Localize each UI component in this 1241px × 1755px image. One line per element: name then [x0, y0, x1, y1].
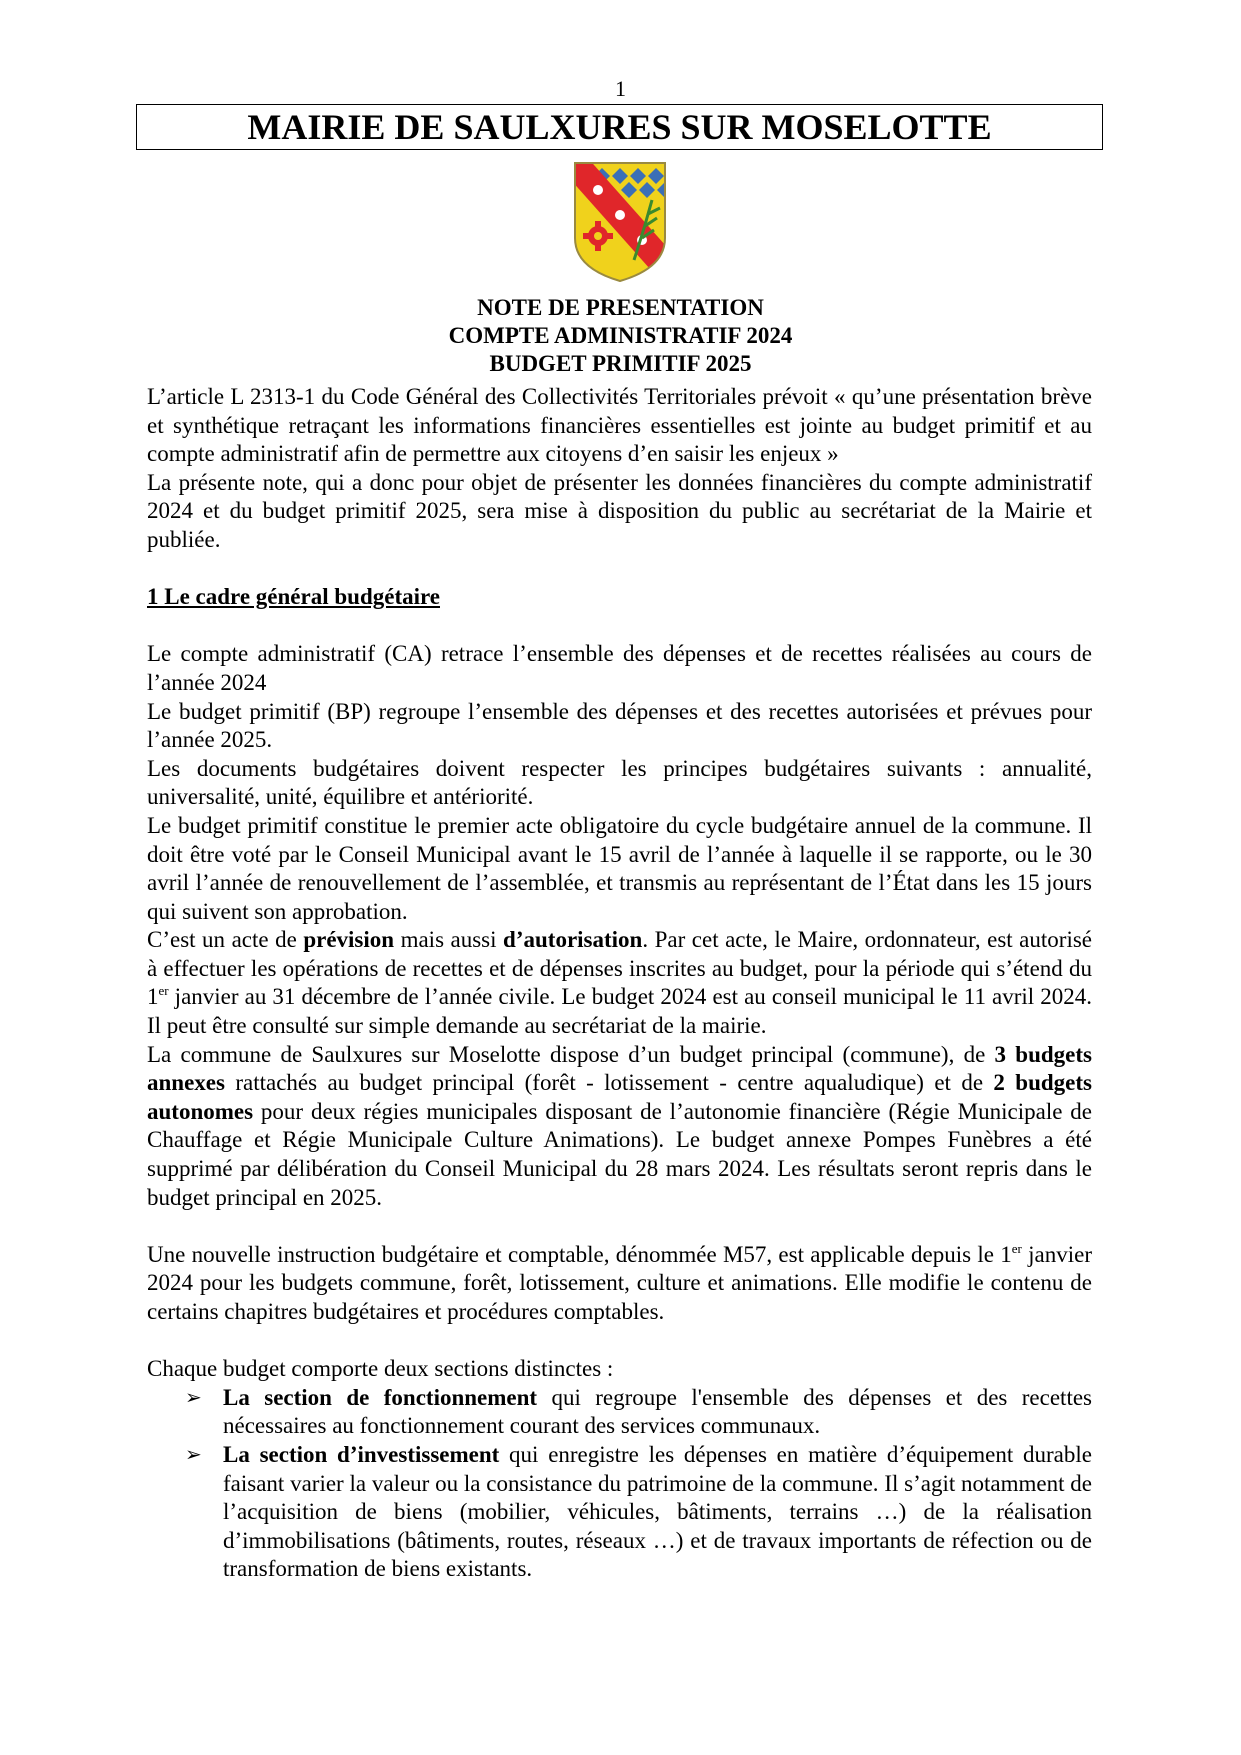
document-body: [147, 383, 1092, 1584]
paragraph-ca: Le compte administratif (CA) retrace l’ensemble des dépenses et de recettes réalisées au cours de l’année 2024: [147, 641, 1092, 695]
paragraph-sections: Chaque budget comporte deux sections distinctes :: [147, 1356, 614, 1382]
section-title: 1 Le cadre général budgétaire: [147, 584, 440, 610]
list-item: ➢ La section de fonctionnement qui regroupe l'ensemble des dépenses et des recettes nécessaires au fonctionnement courant des services communaux.: [185, 1384, 1092, 1439]
sections-list: [147, 1384, 1092, 1584]
heading-budget: BUDGET PRIMITIF 2025: [489, 351, 752, 376]
paragraph-principles: Les documents budgétaires doivent respecter les principes budgétaires suivants : annualité, universalité, unité, équilibre et antériorité.: [147, 755, 1092, 810]
coat-of-arms-icon: [572, 160, 668, 284]
paragraph-bp: Le budget primitif (BP) regroupe l’ensemble des dépenses et des recettes autorisées et prévues pour l’année 2025.: [147, 698, 1092, 753]
heading-compte: COMPTE ADMINISTRATIF 2024: [448, 323, 793, 348]
paragraph-budgets: La commune de Saulxures sur Moselotte dispose d’un budget principal (commune), de 3 budgets annexes rattachés au budget principal (forêt - lotissement - centre aqualudique) et de 2 budgets autonomes pour deux régies municipales disposant de l’autonomie financière (Régie Municipale de Chauffage et Régie Municipale Culture Animations). Le budget annexe Pompes Funèbres a été supprimé par délibération du Conseil Municipal du 28 mars 2024. Les résultats seront repris dans le budget principal en 2025.: [147, 1041, 1092, 1210]
arrow-bullet-icon: ➢: [185, 1443, 202, 1466]
intro-paragraph-1: L’article L 2313-1 du Code Général des Collectivités Territoriales prévoit « qu’une présentation brève et synthétique retraçant les informations financières essentielles est jointe au budget primitif et au compte administratif afin de permettre aux citoyens d’en saisir les enjeux »: [147, 384, 1092, 467]
page-title: MAIRIE DE SAULXURES SUR MOSELOTTE: [136, 104, 1103, 150]
page-number: 1: [615, 76, 626, 101]
heading-note: NOTE DE PRESENTATION: [477, 295, 764, 320]
intro-paragraph-2: La présente note, qui a donc pour objet de présenter les données financières du compte administratif 2024 et du budget primitif 2025, sera mise à disposition du public au secrétariat de la Mairie et publiée.: [147, 469, 1092, 552]
arrow-bullet-icon: ➢: [185, 1386, 202, 1409]
paragraph-vote: Le budget primitif constitue le premier acte obligatoire du cycle budgétaire annuel de la commune. Il doit être voté par le Conseil Municipal avant le 15 avril de l’année à laquelle il se rapporte, ou le 30 avril l’année de renouvellement de l’assemblée, et transmis au représentant de l’État dans les 15 jours qui suivent son approbation.: [147, 812, 1092, 924]
list-item: ➢ La section d’investissement qui enregistre les dépenses en matière d’équipement durable faisant varier la valeur ou la consistance du patrimoine de la commune. Il s’agit notamment de l’acquisition de biens (mobilier, véhicules, bâtiments, terrains …) de la réalisation d’immobilisations (bâtiments, routes, réseaux …) et de travaux importants de réfection ou de transformation de biens existants.: [185, 1441, 1092, 1582]
paragraph-m57: Une nouvelle instruction budgétaire et comptable, dénommée M57, est applicable depuis le 1er janvier 2024 pour les budgets commune, forêt, lotissement, culture et animations. Elle modifie le contenu de certains chapitres budgétaires et procédures comptables.: [147, 1240, 1092, 1324]
paragraph-authorization: C’est un acte de prévision mais aussi d’autorisation. Par cet acte, le Maire, ordonnateur, est autorisé à effectuer les opérations de recettes et de dépenses inscrites au budget, pour la période qui s’étend du 1er janvier au 31 décembre de l’année civile. Le budget 2024 est au conseil municipal le 11 avril 2024. Il peut être consulté sur simple demande au secrétariat de la mairie.: [147, 927, 1092, 1039]
